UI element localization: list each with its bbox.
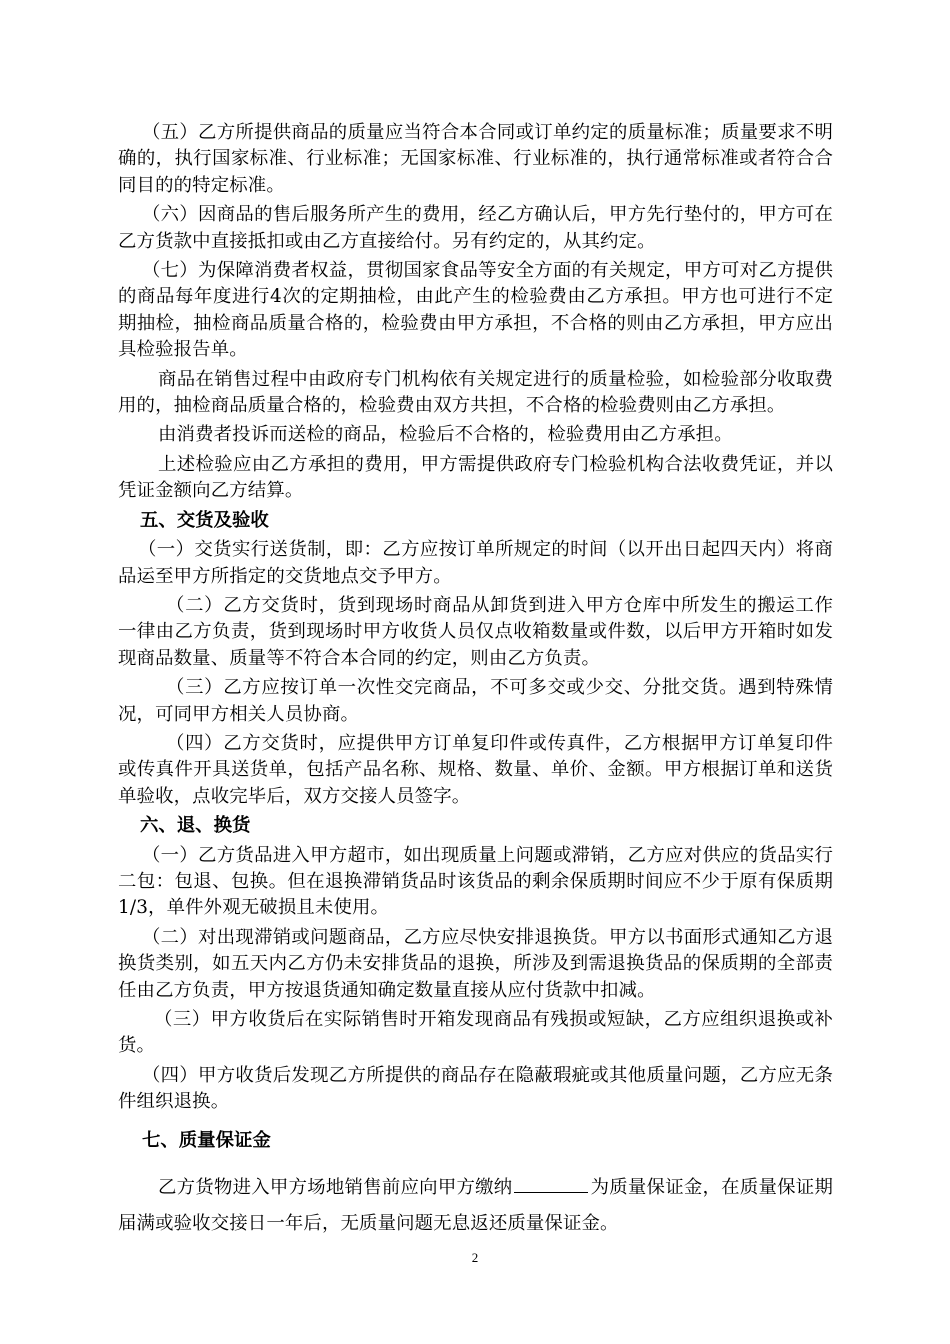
section-5-clause-1: （一）交货实行送货制，即：乙方应按订单所规定的时间（以开出日起四天内）将商品运至甲方所指定的交货地点交予甲方。	[118, 539, 833, 587]
clause-6-after-sales-fees: （六）因商品的售后服务所产生的费用，经乙方确认后，甲方先行垫付的，甲方可在乙方货款中直接抵扣或由乙方直接给付。另有约定的，从其约定。	[118, 204, 833, 252]
section-5-clause-4: （四）乙方交货时，应提供甲方订单复印件或传真件，乙方根据甲方订单复印件或传真件开具送货单，包括产品名称、规格、数量、单价、金额。甲方根据订单和送货单验收，点收完毕后，双方交接人员签字。	[118, 732, 833, 807]
section-7-text-before-blank: 乙方货物进入甲方场地销售前应向甲方缴纳	[158, 1177, 513, 1199]
inspection-settlement-paragraph: 上述检验应由乙方承担的费用，甲方需提供政府专门检验机构合法收费凭证，并以凭证金额向乙方结算。	[118, 453, 833, 502]
clause-5-quality-standard: （五）乙方所提供商品的质量应当符合本合同或订单约定的质量标准；质量要求不明确的，执行国家标准、行业标准；无国家标准、行业标准的，执行通常标准或者符合合同目的的特定标准。	[118, 122, 833, 196]
government-inspection-paragraph: 商品在销售过程中由政府专门机构依有关规定进行的质量检验，如检验部分收取费用的，抽检商品质量合格的，检验费由双方共担，不合格的检验费则由乙方承担。	[118, 368, 833, 417]
section-7-text-after-blank: 为质量保证金，在质量保证期届满或验收交接日一年后，无质量问题无息返还质量保证金。	[118, 1177, 833, 1235]
clause-7-inspection: （七）为保障消费者权益，贯彻国家食品等安全方面的有关规定，甲方可对乙方提供的商品每年度进行4次的定期抽检，由此产生的检验费由乙方承担。甲方也可进行不定期抽检，抽检商品质量合格的，检验费由甲方承担，不合格的则由乙方承担，甲方应出具检验报告单。	[118, 260, 833, 361]
section-6-clause-1: （一）乙方货品进入甲方超市，如出现质量上问题或滞销，乙方应对供应的货品实行二包：包退、包换。但在退换滞销货品时该货品的剩余保质期时间应不少于原有保质期1/3，单件外观无破损且未使用。	[118, 844, 833, 919]
complaint-inspection-paragraph: 由消费者投诉而送检的商品，检验后不合格的，检验费用由乙方承担。	[158, 424, 733, 446]
page-number: 2	[471, 1250, 479, 1265]
section-6-clause-3: （三）甲方收货后在实际销售时开箱发现商品有残损或短缺，乙方应组织退换或补货。	[118, 1009, 833, 1057]
deposit-amount-blank	[514, 1174, 588, 1193]
section-6-heading: 六、退、换货	[140, 815, 251, 837]
section-7-paragraph	[118, 1170, 833, 1242]
section-6-clause-4: （四）甲方收货后发现乙方所提供的商品存在隐蔽瑕疵或其他质量问题，乙方应无条件组织退换。	[118, 1064, 833, 1113]
section-7-heading: 七、质量保证金	[142, 1129, 271, 1151]
section-5-clause-2: （二）乙方交货时，货到现场时商品从卸货到进入甲方仓库中所发生的搬运工作一律由乙方负责，货到现场时甲方收货人员仅点收箱数量或件数，以后甲方开箱时如发现商品数量、质量等不符合本合同的约定，则由乙方负责。	[118, 594, 833, 669]
section-6-clause-2: （二）对出现滞销或问题商品，乙方应尽快安排退换货。甲方以书面形式通知乙方退换货类别，如五天内乙方仍未安排货品的退换，所涉及到需退换货品的保质期的全部责任由乙方负责，甲方按退货通知确定数量直接从应付货款中扣减。	[118, 926, 833, 1001]
document-body	[118, 120, 833, 1245]
section-5-heading: 五、交货及验收	[140, 509, 269, 531]
section-5-clause-3: （三）乙方应按订单一次性交完商品，不可多交或少交、分批交货。遇到特殊情况，可同甲方相关人员协商。	[118, 677, 833, 725]
